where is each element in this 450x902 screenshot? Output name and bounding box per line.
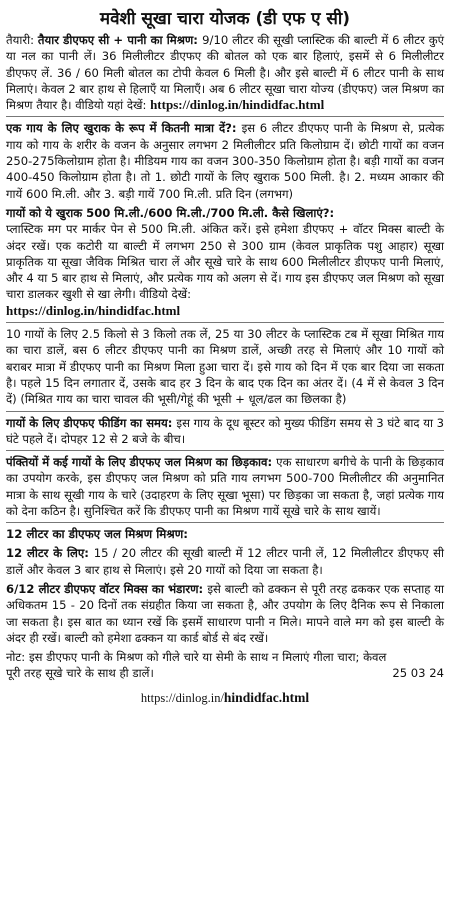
quantity-text: इस 6 लीटर डीएफए पानी के मिश्रण से, प्रत्येक गाय को गाय के शरीर के वजन के अनुसार लगभग 2 मिलीलीटर प्रति किलोग्राम दें। छोटी गायों का वजन 250-275किलोग्राम होता है। मीडियम गाय का वजन 300-350 किलोग्राम होता है। बड़ी गायों का वजन 400-450 किलोग्राम होता है। तो 1. छोटी गायों के लिए खुराक 500 मिली. है। 2. मध्यम आकार की गायें 600 मि.ली. और 3. बड़ी गायें 700 मि.ली. प्रति दिन (लगभग) (6, 121, 444, 201)
feeding-text: प्लास्टिक मग पर मार्कर पेन से 500 मि.ली. अंकित करें। इसे हमेशा डीएफए + वॉटर मिक्स बाल्टी के अंदर रखें। एक कटोरी या बाल्टी में लगभग 250 से 300 ग्राम (केवल प्राकृतिक पशु आहार) सूखा प्राकृतिक या सूखा जैविक मिश्रित चारा लें और सूखे चारे के साथ 600 मिलीलीटर डीएफए पानी मिलाएं, और 4 या 5 बार हाथ से मिलाएं, और प्रत्येक गाय को अलग से दें। गाय इस डीएफए जल मिश्रण को सूखा चारा डालकर खुशी से खा लेगी। वीडियो देखें: (6, 222, 444, 302)
note-section (6, 649, 444, 682)
timing-label: गायों के लिए डीएफए फीडिंग का समय: (6, 415, 177, 430)
document-date: 25 03 24 (392, 666, 444, 681)
mix12-label: 12 लीटर के लिए: (6, 546, 94, 561)
note-text: नोट: इस डीएफए पानी के मिश्रण को गीले चारे या सेमी के साथ न मिलाएं गीला चारा; केवल पूरी तरह सूखे चारे के साथ ही डालें। (6, 650, 387, 681)
divider (6, 450, 444, 451)
quantity-label: एक गाय के लिए खुराक के रूप में कितनी मात्रा दें?: (6, 121, 242, 136)
preparation-section (6, 32, 444, 113)
timing-section (6, 415, 444, 448)
mix12-section (6, 545, 444, 578)
footer-link[interactable] (6, 690, 444, 706)
feeding-label: गायों को ये खुराक 500 मि.ली./600 मि.ली./700 मि.ली. कैसे खिलाएं?: (6, 205, 335, 220)
mix12-heading: 12 लीटर का डीएफए जल मिश्रण मिश्रण: (6, 527, 188, 542)
preparation-prefix: तैयारी: (6, 33, 38, 47)
spray-section (6, 454, 444, 519)
feeding-section (6, 205, 444, 319)
timing-text: इस गाय के दूध बूस्टर को मुख्य फीडिंग समय से 3 घंटे बाद या 3 घंटे पहले दें। दोपहर 12 से 2 बजे के बीच। (6, 415, 445, 446)
batch-section (6, 326, 444, 407)
preparation-label: तैयार डीएफए सी + पानी का मिश्रण: (37, 33, 203, 47)
mix12-text: 15 / 20 लीटर की सूखी बाल्टी में 12 लीटर पानी लें, 12 मिलीलीटर डीएफए सी डालें और केवल 3 बार हाथ से मिलाएं। इसे 20 गायों को दिया जा सकता है। (6, 546, 444, 577)
footer-link-path: hindidfac.html (223, 689, 310, 705)
storage-label: 6/12 लीटर डीएफए वॉटर मिक्स का भंडारण: (6, 581, 208, 596)
page-title: मवेशी सूखा चारा योजक (डी एफ ए सी) (99, 9, 351, 29)
spray-label: पंक्तियों में कई गायों के लिए डीएफए जल मिश्रण का छिड़काव: (6, 455, 277, 470)
divider (6, 522, 444, 523)
spray-text: एक साधारण बगीचे के पानी के छिड़काव का उपयोग करके, इस डीएफए जल मिश्रण को प्रति गाय लगभग 500-700 मिलीलीटर की अनुमानित मात्रा के साथ सूखी गाय के चारे (उदाहरण के लिए सूखा भूसा) पर छिड़का जा सकता है, जहां प्रत्येक गाय को देना कठिन है। सुनिश्चित करें कि डीएफए पानी का मिश्रण गायें सूखे चारे के साथ खायें। (6, 455, 444, 519)
storage-text: इसे बाल्टी को ढक्कन से पूरी तरह ढककर एक सप्ताह या अधिकतम 15 - 20 दिनों तक संग्रहीत किया जा सकता है, और उपयोग के लिए दैनिक रूप से निकाला जा सकता है। इस बात का ध्यान रखें कि इसमें साधारण पानी न मिले। मापने वाले मग को इस बाल्टी के अंदर ही रखें। बाल्टी को हमेशा ढक्कन या कार्ड बोर्ड से बंद रखें। (6, 581, 444, 645)
quantity-section (6, 120, 444, 201)
video-link-2[interactable]: https://dinlog.in/hindidfac.html (6, 302, 181, 318)
preparation-text: 9/10 लीटर की सूखी प्लास्टिक की बाल्टी में 6 लीटर कुएं या नल का पानी लें। 36 मिलीलीटर डीएफए की बोतल को एक बार हिलाएं, इसमें से 6 मिलीलीटर डीएफए लें. 36 / 60 मिली बोतल का टोपी केवल 6 मिली है। और इसे बाल्टी में 6 लीटर पानी के साथ मिलाएं। केवल 2 बार हाथ से हिलाएँ या मिलाएँ। अब 6 लीटर सूखा चारा योज्य (डीएफए) जल मिश्रण का मिश्रण तैयार है। वीडियो यहां देखें: (6, 33, 445, 113)
divider (6, 322, 444, 323)
video-link-1[interactable]: https://dinlog.in/hindidfac.html (150, 97, 325, 113)
divider (6, 411, 444, 412)
storage-section (6, 581, 444, 646)
divider (6, 116, 444, 117)
batch-text: 10 गायों के लिए 2.5 किलो से 3 किलो तक लें, 25 या 30 लीटर के प्लास्टिक टब में सूखा मिश्रित गाय का चारा डालें, बस 6 लीटर डीएफए पानी का मिश्रण डालें, अच्छी तरह से मिलाएं और 10 गायों को बराबर मात्रा में डीएफए पानी का मिश्रण मिला हुआ चारा दें। इसे गाय को दिन में एक बार दिया जा सकता है। पहले 15 दिन लगातार दें, उसके बाद हर 3 दिन के बाद एक दिन का अंतर दें। (4 में से केवल 3 दिन दें) (मिश्रित गाय का चारा चावल की भूसी/गेहूं की भूसी + धूल/ढल का छिलका है) (6, 327, 444, 407)
footer-link-prefix: https://dinlog.in/ (140, 690, 224, 705)
